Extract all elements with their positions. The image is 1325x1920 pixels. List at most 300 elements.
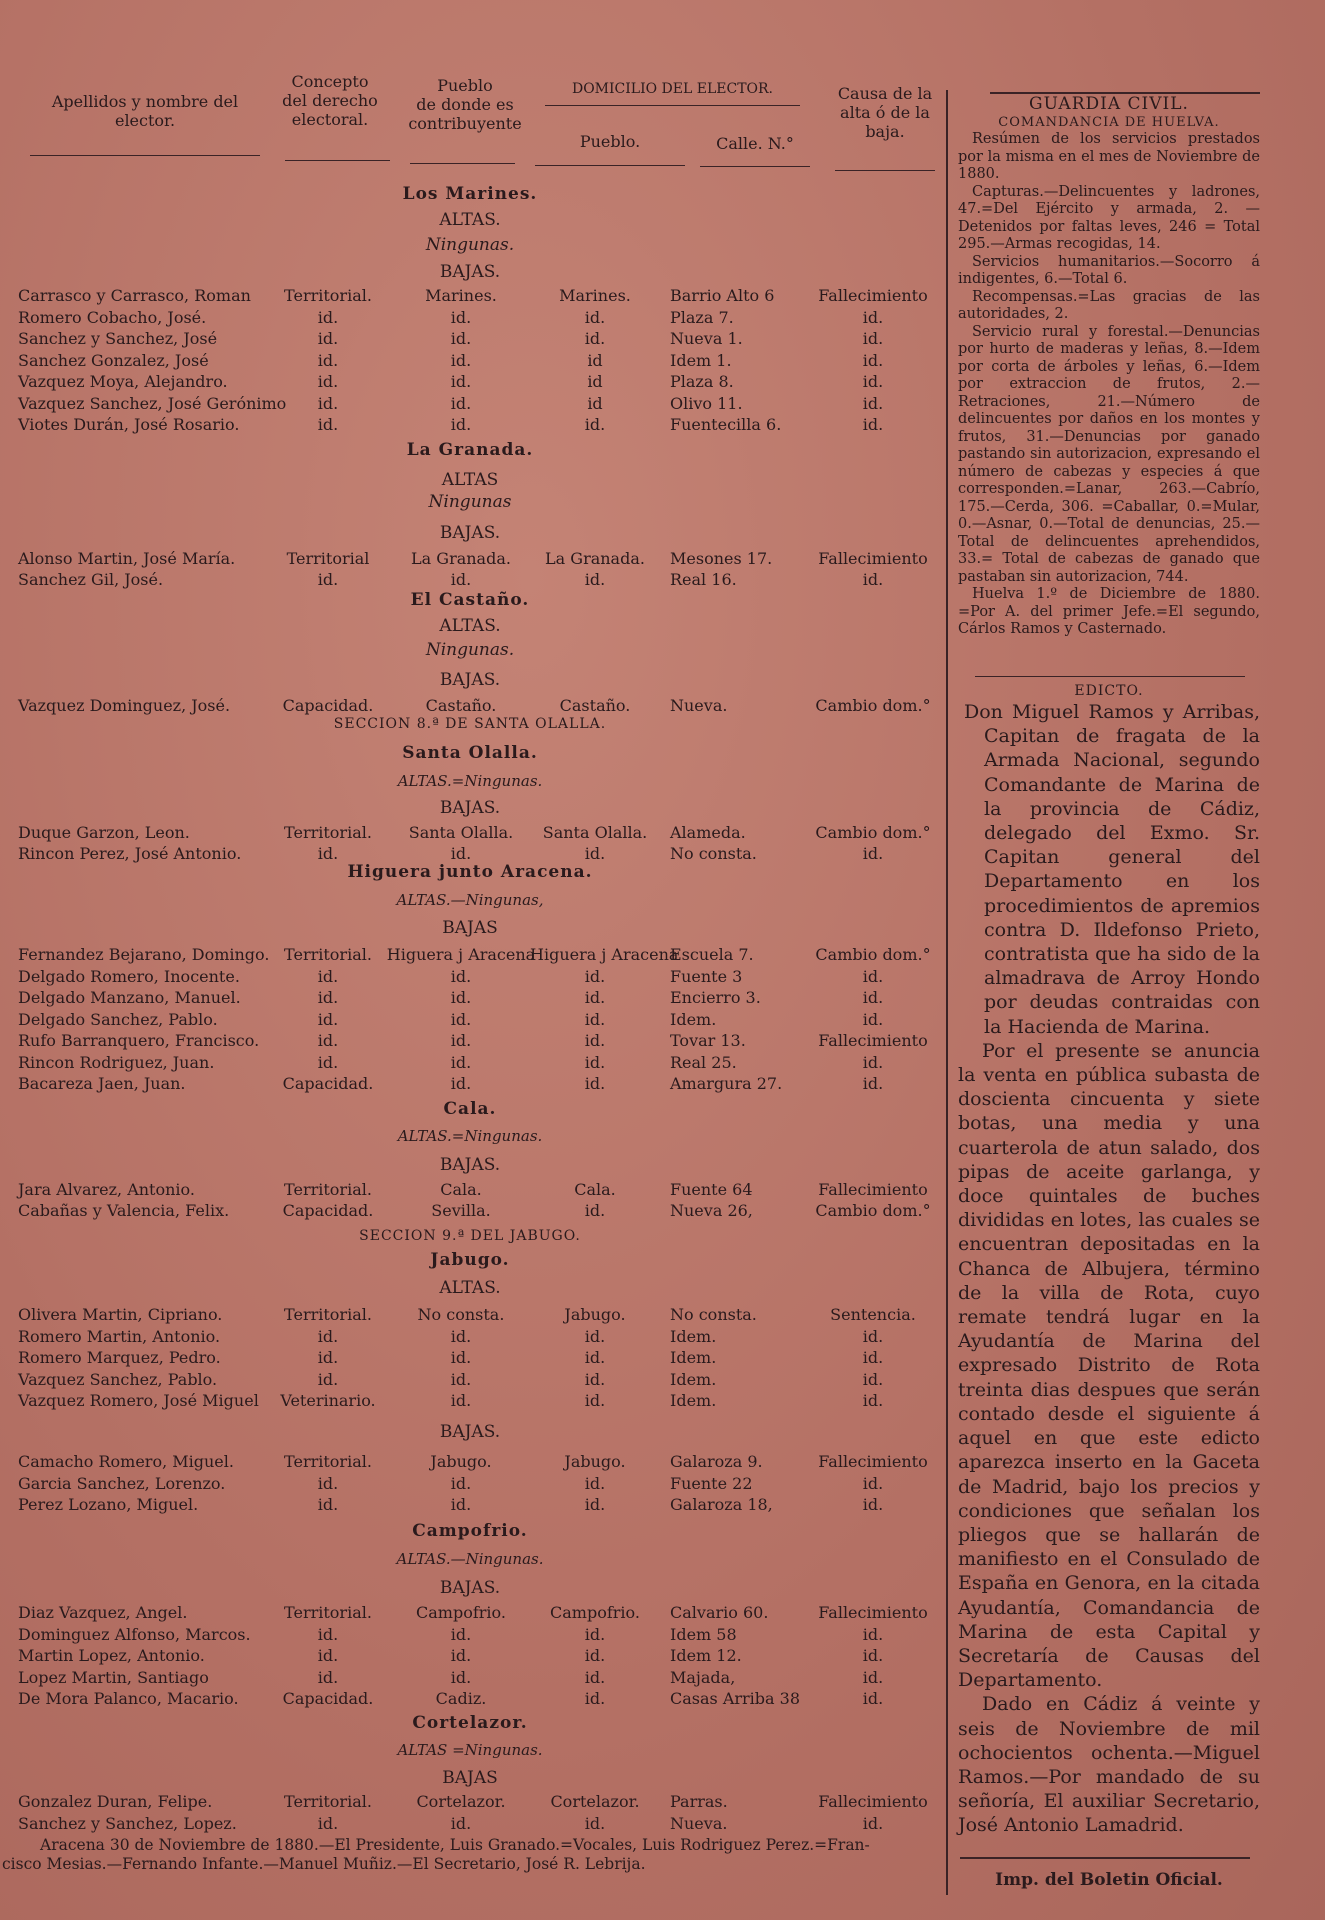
calle-cell: Nueva 1. <box>670 329 743 348</box>
header-causa-line1: Causa de la <box>837 84 933 103</box>
pueblo-contribuyente-cell: id. <box>450 329 472 348</box>
concepto-cell: Territorial. <box>284 823 372 842</box>
domicilio-pueblo-cell: id. <box>584 1473 606 1493</box>
table-row <box>0 1010 940 1032</box>
pueblo-contribuyente-cell: Jabugo. <box>430 1452 492 1471</box>
elector-name-cell: Martin Lopez, Antonio. <box>18 1646 205 1665</box>
domicilio-pueblo-cell: id. <box>584 1369 606 1389</box>
causa-cell: Cambio dom.° <box>815 945 931 964</box>
table-row <box>0 1668 940 1690</box>
domicilio-pueblo-cell: La Granada. <box>545 549 645 568</box>
domicilio-pueblo-cell: Campofrio. <box>550 1603 640 1622</box>
header-rule-5 <box>700 166 810 167</box>
causa-cell: id. <box>862 1009 884 1029</box>
pueblo-contribuyente-cell: id. <box>450 1495 472 1514</box>
domicilio-pueblo-cell: id. <box>584 1624 606 1644</box>
concepto-cell: id. <box>317 1326 339 1346</box>
elector-name-cell: Garcia Sanchez, Lorenzo. <box>18 1473 226 1493</box>
edicto-p1: Don Miguel Ramos y Arribas, Capitan de fragata de la Armada Nacional, segundo Comandante de Marina de la provincia de Cádiz, delegado del Exmo. Sr. Capitan general del Departamento en los procedimientos de apremios contra D. Ildefonso Prieto, contratista que ha sido de la almadrava de Arroy Hondo por deudas contraidas con la Hacienda de Marina. <box>964 701 1260 1038</box>
table-row <box>0 1074 940 1096</box>
guardia-civil-notice <box>958 96 1260 639</box>
elector-name-cell: Rincon Rodriguez, Juan. <box>18 1052 215 1072</box>
edicto-bottom-rule <box>960 1857 1250 1859</box>
altas-el-castano: ALTAS. <box>439 616 501 636</box>
table-row <box>0 1180 940 1202</box>
domicilio-pueblo-cell: id. <box>584 1009 606 1029</box>
calle-cell: Plaza 8. <box>670 372 734 391</box>
domicilio-pueblo-cell: id. <box>584 415 606 434</box>
domicilio-pueblo-cell: id. <box>584 1326 606 1346</box>
concepto-cell: id. <box>317 1646 339 1665</box>
elector-name-cell: Carrasco y Carrasco, Roman <box>18 286 251 305</box>
header-pueblo-line1: Pueblo <box>437 76 493 95</box>
guardia-p3: Servicios humanitarios.—Socorro á indigentes, 6.—Total 6. <box>958 253 1260 287</box>
calle-cell: Idem 1. <box>670 350 732 370</box>
header-pueblo-line3: contribuyente <box>408 114 522 133</box>
header-rule-3 <box>410 163 515 164</box>
pueblo-contribuyente-cell: id. <box>450 1369 472 1389</box>
calle-cell: Idem. <box>670 1326 717 1346</box>
elector-name-cell: Delgado Sanchez, Pablo. <box>18 1009 218 1029</box>
concepto-cell: id. <box>317 988 339 1007</box>
table-row <box>0 1603 940 1625</box>
pueblo-contribuyente-cell: id. <box>450 844 472 863</box>
bajas-jabugo: BAJAS. <box>439 1422 501 1442</box>
elector-name-cell: De Mora Palanco, Macario. <box>18 1689 239 1708</box>
elector-name-cell: Gonzalez Duran, Felipe. <box>18 1792 213 1811</box>
elector-name-cell: Jara Alvarez, Antonio. <box>18 1180 195 1199</box>
concepto-cell: id. <box>317 1031 339 1050</box>
header-rule-4 <box>535 165 685 166</box>
header-concepto <box>270 72 390 129</box>
domicilio-pueblo-cell: Cortelazor. <box>550 1792 640 1811</box>
causa-cell: id. <box>862 1348 884 1367</box>
table-row <box>0 1792 940 1814</box>
concepto-cell: id. <box>317 1813 339 1833</box>
concepto-cell: id. <box>317 1009 339 1029</box>
causa-cell: id. <box>862 1074 884 1093</box>
domicilio-pueblo-cell: id <box>587 393 603 413</box>
guardia-p2: Capturas.—Delincuentes y ladrones, 47.=Del Ejército y armada, 2. —Detenidos por faltas leves, 246 = Total 295.—Armas recogidas, 14. <box>958 183 1260 252</box>
table-row <box>0 308 940 330</box>
header-dom-pueblo: Pueblo. <box>579 132 641 151</box>
pueblo-contribuyente-cell: id. <box>450 1326 472 1346</box>
elector-name-cell: Sanchez y Sanchez, Lopez. <box>18 1813 237 1833</box>
footer-line1: Aracena 30 de Noviembre de 1880.—El Presidente, Luis Granado.=Vocales, Luis Rodriguez Perez.=Fran- <box>40 1836 870 1854</box>
table-row <box>0 1031 940 1053</box>
calle-cell: Mesones 17. <box>670 549 773 568</box>
calle-cell: Fuente 64 <box>670 1180 753 1199</box>
causa-cell: id. <box>862 415 884 434</box>
signature-footer <box>0 1836 940 1874</box>
pueblo-contribuyente-cell: La Granada. <box>411 549 511 568</box>
guardia-subtitle: COMANDANCIA DE HUELVA. <box>998 114 1220 130</box>
concepto-cell: id. <box>317 1052 339 1072</box>
header-name <box>20 92 270 130</box>
concepto-cell: Territorial <box>286 549 370 568</box>
domicilio-pueblo-cell: Jabugo. <box>564 1305 626 1324</box>
imprint-line: Imp. del Boletin Oficial. <box>995 1870 1223 1890</box>
causa-cell: id. <box>862 393 884 413</box>
bajas-campofrio: BAJAS. <box>439 1578 501 1598</box>
header-pueblo-line2: de donde es <box>416 95 514 114</box>
town-cortelazor: Cortelazor. <box>412 1713 528 1733</box>
elector-name-cell: Rufo Barranquero, Francisco. <box>18 1031 260 1050</box>
causa-cell: id. <box>862 329 884 348</box>
town-campofrio: Campofrio. <box>412 1521 528 1541</box>
pueblo-contribuyente-cell: id. <box>450 393 472 413</box>
causa-cell: id. <box>862 570 884 589</box>
table-row <box>0 1327 940 1349</box>
elector-name-cell: Fernandez Bejarano, Domingo. <box>18 945 270 964</box>
elector-name-cell: Alonso Martin, José María. <box>18 549 236 568</box>
header-causa <box>825 84 945 141</box>
concepto-cell: id. <box>317 1624 339 1644</box>
pueblo-contribuyente-cell: Higuera j Aracena <box>386 945 536 964</box>
table-row <box>0 1474 940 1496</box>
pueblo-contribuyente-cell: id. <box>450 1646 472 1665</box>
domicilio-pueblo-cell: id. <box>584 1689 606 1708</box>
calle-cell: Tovar 13. <box>670 1031 746 1050</box>
calle-cell: Plaza 7. <box>670 307 734 327</box>
causa-cell: Fallecimiento <box>818 1180 928 1199</box>
causa-cell: id. <box>862 1667 884 1687</box>
header-name-line1: Apellidos y nombre del <box>51 92 239 111</box>
calle-cell: Idem 12. <box>670 1646 742 1665</box>
domicilio-pueblo-cell: id. <box>584 1495 606 1514</box>
calle-cell: Amargura 27. <box>670 1074 783 1093</box>
elector-name-cell: Sanchez y Sanchez, José <box>18 329 218 348</box>
causa-cell: id. <box>862 1391 884 1410</box>
concepto-cell: Territorial. <box>284 945 372 964</box>
altas-la-granada: ALTAS <box>441 470 499 490</box>
guardia-p1: Resúmen de los servicios prestados por la misma en el mes de Noviembre de 1880. <box>958 131 1260 182</box>
guardia-bottom-rule <box>975 676 1245 677</box>
causa-cell: id. <box>862 350 884 370</box>
pueblo-contribuyente-cell: Marines. <box>425 286 497 305</box>
altas-cala: ALTAS.=Ningunas. <box>397 1127 543 1145</box>
calle-cell: Galaroza 18, <box>670 1495 773 1514</box>
pueblo-contribuyente-cell: id. <box>450 1391 472 1410</box>
calle-cell: Encierro 3. <box>670 988 761 1007</box>
altas-note-el-castano: Ningunas. <box>425 640 515 660</box>
table-row <box>0 1305 940 1327</box>
calle-cell: Nueva 26, <box>670 1201 753 1220</box>
elector-name-cell: Viotes Durán, José Rosario. <box>18 415 240 434</box>
calle-cell: Fuentecilla 6. <box>670 415 782 434</box>
domicilio-pueblo-cell: Jabugo. <box>564 1452 626 1471</box>
domicilio-pueblo-cell: id. <box>584 1031 606 1050</box>
seccion-8-heading: SECCION 8.ª DE SANTA OLALLA. <box>333 716 607 732</box>
bajas-el-castano: BAJAS. <box>439 670 501 690</box>
elector-name-cell: Delgado Romero, Inocente. <box>18 966 240 986</box>
concepto-cell: id. <box>317 570 339 589</box>
calle-cell: Idem. <box>670 1391 717 1410</box>
header-causa-line2: alta ó de la <box>840 103 930 122</box>
causa-cell: id. <box>862 1646 884 1665</box>
pueblo-contribuyente-cell: id. <box>450 988 472 1007</box>
pueblo-contribuyente-cell: Campofrio. <box>416 1603 506 1622</box>
elector-name-cell: Romero Cobacho, José. <box>18 307 207 327</box>
concepto-cell: id. <box>317 393 339 413</box>
causa-cell: id. <box>862 307 884 327</box>
town-santa-olalla: Santa Olalla. <box>402 743 538 763</box>
domicilio-pueblo-cell: id. <box>584 1391 606 1410</box>
calle-cell: Idem. <box>670 1009 717 1029</box>
domicilio-pueblo-cell: Cala. <box>574 1180 616 1199</box>
calle-cell: Olivo 11. <box>670 393 743 413</box>
table-row <box>0 329 940 351</box>
column-divider <box>946 90 948 1895</box>
pueblo-contribuyente-cell: Castaño. <box>425 696 497 715</box>
guardia-title: GUARDIA CIVIL. <box>1029 94 1189 114</box>
domicilio-pueblo-cell: Castaño. <box>559 696 631 715</box>
table-row <box>0 823 940 845</box>
causa-cell: id. <box>862 1326 884 1346</box>
header-concepto-line1: Concepto <box>291 72 369 91</box>
pueblo-contribuyente-cell: id. <box>450 966 472 986</box>
header-pueblo <box>390 76 540 133</box>
concepto-cell: id. <box>317 1667 339 1687</box>
concepto-cell: Capacidad. <box>282 1074 374 1093</box>
pueblo-contribuyente-cell: id. <box>450 372 472 391</box>
domicilio-pueblo-cell: id. <box>584 1646 606 1665</box>
edicto-title: EDICTO. <box>1074 683 1144 699</box>
table-row <box>0 570 940 592</box>
calle-cell: Fuente 3 <box>670 966 743 986</box>
pueblo-contribuyente-cell: id. <box>450 1348 472 1367</box>
pueblo-contribuyente-cell: id. <box>450 1473 472 1493</box>
causa-cell: id. <box>862 1624 884 1644</box>
calle-cell: Calvario 60. <box>670 1603 769 1622</box>
elector-name-cell: Vazquez Dominguez, José. <box>18 696 231 715</box>
causa-cell: Sentencia. <box>830 1305 916 1324</box>
causa-cell: id. <box>862 844 884 863</box>
concepto-cell: id. <box>317 307 339 327</box>
causa-cell: Cambio dom.° <box>815 823 931 842</box>
elector-name-cell: Vazquez Sanchez, Pablo. <box>18 1369 218 1389</box>
domicilio-pueblo-cell: id. <box>584 1813 606 1833</box>
header-domicilio-rule <box>545 105 800 106</box>
table-row <box>0 945 940 967</box>
pueblo-contribuyente-cell: Sevilla. <box>431 1201 491 1220</box>
table-row <box>0 1814 940 1836</box>
causa-cell: Fallecimiento <box>818 1792 928 1811</box>
causa-cell: Cambio dom.° <box>815 696 931 715</box>
domicilio-pueblo-cell: id. <box>584 966 606 986</box>
causa-cell: id. <box>862 1495 884 1514</box>
domicilio-pueblo-cell: Marines. <box>559 286 631 305</box>
bajas-los-marines: BAJAS. <box>439 262 501 282</box>
table-row <box>0 415 940 437</box>
concepto-cell: Territorial. <box>284 1180 372 1199</box>
town-higuera: Higuera junto Aracena. <box>347 862 593 882</box>
domicilio-pueblo-cell: id <box>587 350 603 370</box>
table-row <box>0 967 940 989</box>
concepto-cell: id. <box>317 1348 339 1367</box>
domicilio-pueblo-cell: id <box>587 372 603 391</box>
causa-cell: Fallecimiento <box>818 1603 928 1622</box>
altas-cortelazor: ALTAS =Ningunas. <box>397 1741 543 1759</box>
domicilio-pueblo-cell: id. <box>584 1348 606 1367</box>
domicilio-pueblo-cell: id. <box>584 307 606 327</box>
elector-name-cell: Diaz Vazquez, Angel. <box>18 1603 188 1622</box>
header-calle: Calle. N.° <box>716 134 794 153</box>
elector-name-cell: Dominguez Alfonso, Marcos. <box>18 1624 251 1644</box>
header-domicilio: DOMICILIO DEL ELECTOR. <box>571 81 773 97</box>
pueblo-contribuyente-cell: id. <box>450 307 472 327</box>
guardia-p4: Recompensas.=Las gracias de las autoridades, 2. <box>958 288 1260 322</box>
edicto-p3: Dado en Cádiz á veinte y seis de Noviembre de mil ochocientos ochenta.—Miguel Ramos.—Por mandado de su señoría, El auxiliar Secretario, José Antonio Lamadrid. <box>958 1693 1260 1837</box>
bajas-santa-olalla: BAJAS. <box>439 798 501 818</box>
bajas-cortelazor: BAJAS <box>442 1768 498 1788</box>
elector-name-cell: Vazquez Moya, Alejandro. <box>18 372 228 391</box>
elector-name-cell: Sanchez Gonzalez, José <box>18 350 209 370</box>
table-row <box>0 1201 940 1223</box>
concepto-cell: id. <box>317 415 339 434</box>
calle-cell: Fuente 22 <box>670 1473 753 1493</box>
causa-cell: Fallecimiento <box>818 286 928 305</box>
altas-higuera: ALTAS.—Ningunas, <box>396 891 544 909</box>
domicilio-pueblo-cell: id. <box>584 844 606 863</box>
calle-cell: Majada, <box>670 1667 736 1687</box>
town-jabugo: Jabugo. <box>430 1250 510 1270</box>
altas-note-la-granada: Ningunas <box>428 492 512 512</box>
elector-name-cell: Cabañas y Valencia, Felix. <box>18 1201 230 1220</box>
calle-cell: Nueva. <box>670 1813 728 1833</box>
bajas-cala: BAJAS. <box>439 1155 501 1175</box>
header-concepto-line2: del derecho <box>282 91 378 110</box>
elector-name-cell: Duque Garzon, Leon. <box>18 823 190 842</box>
causa-cell: id. <box>862 1473 884 1493</box>
pueblo-contribuyente-cell: id. <box>450 415 472 434</box>
causa-cell: Fallecimiento <box>818 549 928 568</box>
concepto-cell: id. <box>317 1495 339 1514</box>
altas-jabugo: ALTAS. <box>439 1278 501 1298</box>
pueblo-contribuyente-cell: No consta. <box>417 1305 505 1324</box>
domicilio-pueblo-cell: Santa Olalla. <box>542 823 648 842</box>
elector-name-cell: Rincon Perez, José Antonio. <box>18 844 242 863</box>
pueblo-contribuyente-cell: Santa Olalla. <box>408 823 514 842</box>
elector-name-cell: Romero Martin, Antonio. <box>18 1326 221 1346</box>
elector-name-cell: Olivera Martin, Cipriano. <box>18 1305 223 1324</box>
table-row <box>0 1625 940 1647</box>
calle-cell: Alameda. <box>670 823 746 842</box>
pueblo-contribuyente-cell: id. <box>450 570 472 589</box>
table-row <box>0 988 940 1010</box>
causa-cell: Fallecimiento <box>818 1031 928 1050</box>
concepto-cell: Territorial. <box>284 1452 372 1471</box>
table-row <box>0 1646 940 1668</box>
elector-name-cell: Vazquez Romero, José Miguel <box>18 1391 259 1410</box>
calle-cell: Idem. <box>670 1348 717 1367</box>
elector-name-cell: Romero Marquez, Pedro. <box>18 1348 221 1367</box>
concepto-cell: id. <box>317 372 339 391</box>
calle-cell: Parras. <box>670 1792 728 1811</box>
causa-cell: Fallecimiento <box>818 1452 928 1471</box>
domicilio-pueblo-cell: id. <box>584 570 606 589</box>
pueblo-contribuyente-cell: id. <box>450 1667 472 1687</box>
seccion-9-heading: SECCION 9.ª DEL JABUGO. <box>359 1228 581 1244</box>
bajas-higuera: BAJAS <box>442 918 498 938</box>
calle-cell: Idem 58 <box>670 1624 737 1644</box>
calle-cell: No consta. <box>670 844 757 863</box>
table-row <box>0 394 940 416</box>
domicilio-pueblo-cell: id. <box>584 329 606 348</box>
concepto-cell: id. <box>317 844 339 863</box>
calle-cell: Galaroza 9. <box>670 1452 763 1471</box>
causa-cell: id. <box>862 1689 884 1708</box>
pueblo-contribuyente-cell: id. <box>450 350 472 370</box>
elector-name-cell: Delgado Manzano, Manuel. <box>18 988 241 1007</box>
pueblo-contribuyente-cell: id. <box>450 1624 472 1644</box>
table-row <box>0 1370 940 1392</box>
guardia-p5: Servicio rural y forestal.—Denuncias por hurto de maderas y leñas, 8.—Idem por corta de árboles y leñas, 6.—Idem por extraccion de frutos, 2.—Retraciones, 21.—Número de delincuentes por daños en los montes y frutos, 31.—Denuncias por ganado pastando sin autorizacion, expresando el número de cabezas y especies á que corresponden.=Lanar, 263.—Cabrío, 175.—Cerda, 306. =Caballar, 0.=Mular, 0.—Asnar, 0.—Total de denuncias, 25.—Total de delincuentes aprehendidos, 33.= Total de cabezas de ganado que pastaban sin autorizacion, 744. <box>958 323 1260 585</box>
table-row <box>0 1452 940 1474</box>
footer-line2: cisco Mesias.—Fernando Infante.—Manuel Muñiz.—El Secretario, José R. Lebrija. <box>2 1855 646 1873</box>
table-row <box>0 1495 940 1517</box>
altas-campofrio: ALTAS.—Ningunas. <box>396 1550 544 1568</box>
causa-cell: id. <box>862 1052 884 1072</box>
causa-cell: id. <box>862 1369 884 1389</box>
domicilio-pueblo-cell: id. <box>584 1074 606 1093</box>
concepto-cell: Territorial. <box>284 1603 372 1622</box>
table-row <box>0 1689 940 1711</box>
concepto-cell: id. <box>317 1473 339 1493</box>
table-row <box>0 286 940 308</box>
elector-name-cell: Perez Lozano, Miguel. <box>18 1495 199 1514</box>
town-los-marines: Los Marines. <box>402 184 538 204</box>
pueblo-contribuyente-cell: id. <box>450 1031 472 1050</box>
concepto-cell: Veterinario. <box>280 1391 376 1410</box>
pueblo-contribuyente-cell: id. <box>450 1074 472 1093</box>
elector-name-cell: Bacareza Jaen, Juan. <box>18 1074 186 1093</box>
pueblo-contribuyente-cell: id. <box>450 1009 472 1029</box>
header-concepto-line3: electoral. <box>291 110 369 129</box>
calle-cell: Real 16. <box>670 570 737 589</box>
edicto-notice <box>958 682 1260 1838</box>
town-cala: Cala. <box>443 1099 497 1119</box>
causa-cell: id. <box>862 372 884 391</box>
pueblo-contribuyente-cell: Cadiz. <box>435 1689 487 1708</box>
concepto-cell: Capacidad. <box>282 696 374 715</box>
concepto-cell: Territorial. <box>284 1792 372 1811</box>
guardia-p6: Huelva 1.º de Diciembre de 1880. =Por A. del primer Jefe.=El segundo, Cárlos Ramos y Casternado. <box>958 586 1260 637</box>
table-row <box>0 351 940 373</box>
causa-cell: id. <box>862 988 884 1007</box>
causa-cell: Cambio dom.° <box>815 1201 931 1220</box>
edicto-p2: Por el presente se anuncia la venta en pública subasta de doscienta cincuenta y siete botas, una media y una cuarterola de atun salado, dos pipas de aceite garlanga, y doce quintales de buches divididas en lotes, las cuales se encuentran depositadas en la Chanca de Albujera, término de la villa de Rota, cuyo remate tendrá lugar en la Ayudantía de Marina del expresado Distrito de Rota treinta dias despues que serán contado desde el siguiente á aquel en que este edicto aparezca inserto en la Gaceta de Madrid, bajo los precios y condiciones que señalan los pliegos que se hallarán de manifiesto en el Consulado de España en Genora, en la citada Ayudantía, Comandancia de Marina de esta Capital y Secretaría de Causas del Departamento. <box>958 1039 1260 1692</box>
table-row <box>0 1348 940 1370</box>
altas-note-los-marines: Ningunas. <box>425 235 515 255</box>
elector-name-cell: Sanchez Gil, José. <box>18 570 164 589</box>
pueblo-contribuyente-cell: id. <box>450 1052 472 1072</box>
table-row <box>0 696 940 718</box>
calle-cell: Escuela 7. <box>670 945 754 964</box>
concepto-cell: id. <box>317 350 339 370</box>
concepto-cell: Capacidad. <box>282 1689 374 1708</box>
header-rule-6 <box>835 170 935 171</box>
domicilio-pueblo-cell: id. <box>584 1667 606 1687</box>
concepto-cell: Territorial. <box>284 286 372 305</box>
header-causa-line3: baja. <box>865 122 905 141</box>
causa-cell: id. <box>862 966 884 986</box>
domicilio-pueblo-cell: Higuera j Aracena <box>530 945 679 964</box>
table-row <box>0 372 940 394</box>
elector-name-cell: Vazquez Sanchez, José Gerónimo <box>18 393 287 413</box>
concepto-cell: id. <box>317 1369 339 1389</box>
calle-cell: No consta. <box>670 1305 757 1324</box>
